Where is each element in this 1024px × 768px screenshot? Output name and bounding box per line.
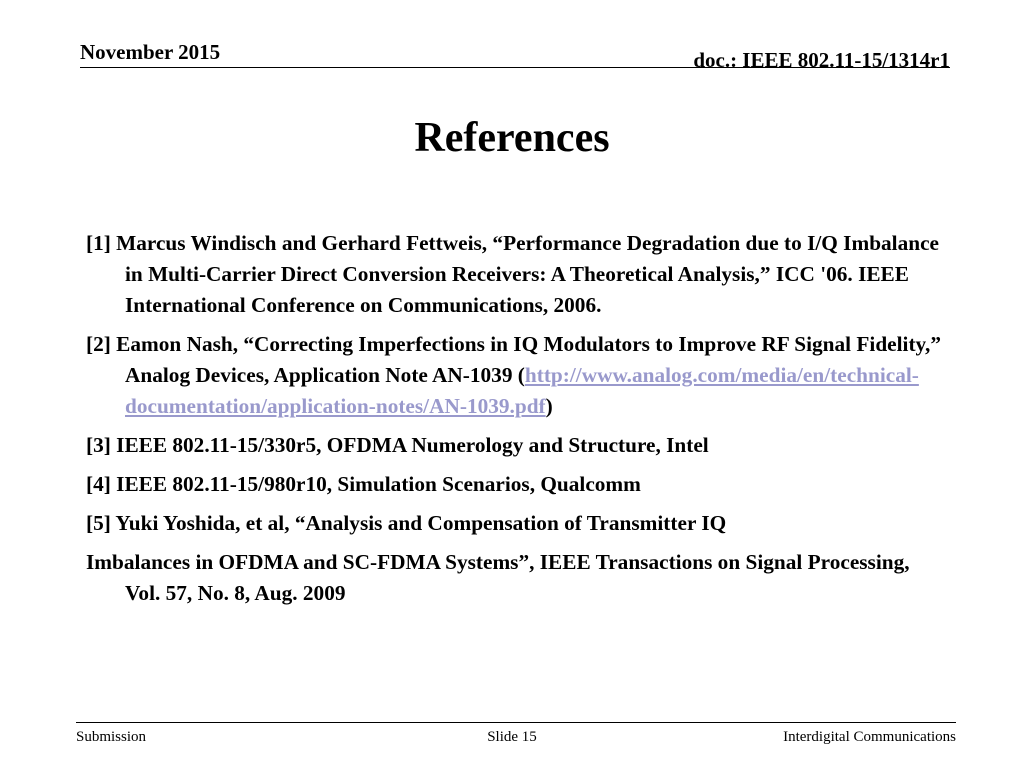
- header-date: November 2015: [80, 40, 221, 64]
- header-doc-id: doc.: IEEE 802.11-15/1314r1: [693, 48, 950, 72]
- reference-item-4: [86, 469, 946, 500]
- reference-item-1: [86, 228, 946, 321]
- reference-text: [2] Eamon Nash, “Correcting Imperfections in IQ Modulators to Improve RF Signal Fidelity,” Analog Devices, Application Note AN-1039 (: [86, 332, 942, 387]
- reference-link[interactable]: http://www.analog.com/media/en/technical-documentation/application-notes/AN-1039.pdf: [125, 363, 919, 418]
- footer-submission: Submission: [76, 729, 147, 745]
- header-divider: [80, 67, 950, 68]
- footer-slide-number: Slide 15: [487, 729, 537, 745]
- reference-list: [86, 228, 946, 617]
- reference-item-3: [86, 430, 946, 461]
- footer-organization: Interdigital Communications: [783, 729, 956, 745]
- reference-text-after: ): [545, 394, 553, 418]
- reference-text: [5] Yuki Yoshida, et al, “Analysis and Compensation of Transmitter IQ: [86, 511, 727, 535]
- reference-text: [3] IEEE 802.11-15/330r5, OFDMA Numerology and Structure, Intel: [86, 433, 709, 457]
- reference-text: [1] Marcus Windisch and Gerhard Fettweis, “Performance Degradation due to I/Q Imbalance in Multi-Carrier Direct Conversion Receivers: A Theoretical Analysis,” ICC '06. IEEE International Conference on Communications, 2006.: [86, 231, 939, 317]
- footer-divider: [76, 722, 956, 723]
- reference-item-5: [86, 508, 946, 609]
- reference-text-continued: Imbalances in OFDMA and SC-FDMA Systems”, IEEE Transactions on Signal Processing, Vol. 57, No. 8, Aug. 2009: [86, 550, 910, 605]
- reference-text: [4] IEEE 802.11-15/980r10, Simulation Scenarios, Qualcomm: [86, 472, 641, 496]
- reference-item-2: [86, 329, 946, 422]
- slide-title: References: [414, 115, 610, 161]
